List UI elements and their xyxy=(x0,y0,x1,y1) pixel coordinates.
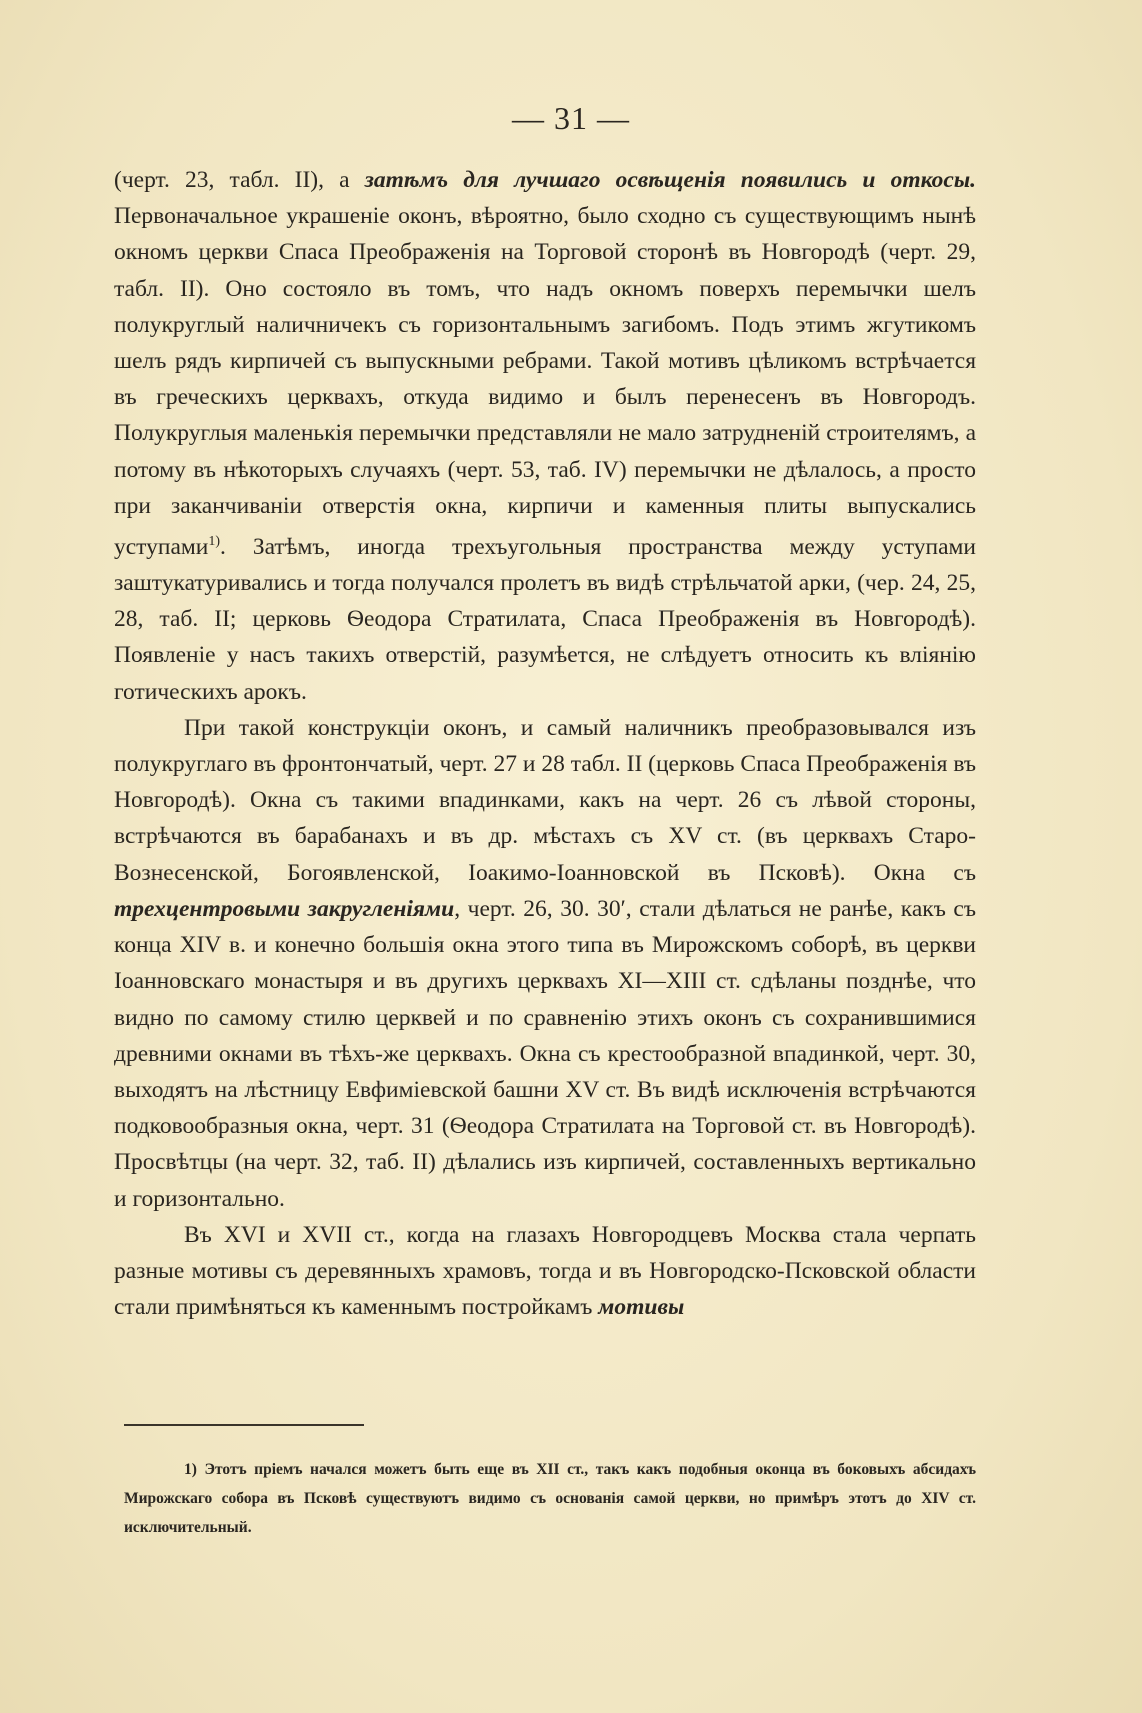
body-text xyxy=(114,162,976,1325)
paragraph-1 xyxy=(114,162,976,710)
text-run: . Затѣмъ, иногда трехъугольныя пространства между уступами заштукатуривались и тогда получался пролетъ въ видѣ стрѣльчатой арки, (чер. 24, 25, 28, таб. II; церковь Ѳеодора Стратилата, Спаса Преображенія въ Новгородѣ). Появленіе у насъ такихъ отверстій, разумѣется, не слѣдуетъ относить къ вліянію готическихъ арокъ. xyxy=(114,533,976,705)
footnote-text: Этотъ пріемъ начался можетъ быть еще въ XII ст., такъ какъ подобныя оконца въ боковыхъ абсидахъ Мирожскаго собора въ Псковѣ существуютъ видимо съ основанія самой церкви, но примѣръ этотъ до XIV ст. исключительный. xyxy=(124,1461,977,1536)
text-run: Въ XVI и XVII ст., когда на глазахъ Новгородцевъ Москва стала черпать разные мотивы съ деревянныхъ храмовъ, тогда и въ Новгородско-Псковской области стали примѣняться къ каменнымъ постройкамъ xyxy=(114,1221,976,1321)
italic-run: трехцентровыми закругленіями xyxy=(114,895,455,922)
paragraph-2 xyxy=(114,710,976,1217)
text-run: Первоначальное украшеніе оконъ, вѣроятно, было сходно съ существующимъ нынѣ окномъ церкви Спаса Преображенія на Торговой сторонѣ въ Новгородѣ (черт. 29, табл. II). Оно состояло въ томъ, что надъ окномъ поверхъ перемычки шелъ полукруглый наличничекъ съ горизонтальнымъ загибомъ. Подъ этимъ жгутикомъ шелъ рядъ кирпичей съ выпускными ребрами. Такой мотивъ цѣликомъ встрѣчается въ греческихъ церквахъ, откуда видимо и былъ перенесенъ въ Новгородъ. Полукруглыя маленькія перемычки представляли не мало затрудненій строителямъ, а потому въ нѣкоторыхъ случаяхъ (черт. 53, таб. IV) перемычки не дѣлалось, а просто при заканчиваніи отверстія окна, кирпичи и каменныя плиты выпускались уступами xyxy=(114,203,976,560)
footnote-separator xyxy=(124,1424,364,1426)
page-number: — 31 — xyxy=(512,100,630,136)
italic-run: мотивы xyxy=(598,1294,685,1321)
footnote-reference[interactable]: 1) xyxy=(208,534,221,550)
footnote-marker: 1) xyxy=(184,1461,197,1478)
footnote xyxy=(124,1455,976,1542)
text-run: (черт. 23, табл. II), а xyxy=(114,167,365,193)
text-run: , черт. 26, 30. 30′, стали дѣлаться не ранѣе, какъ съ конца XIV в. и конечно большія окна этого типа въ Мирожскомъ соборѣ, въ церкви Іоанновскаго монастыря и въ другихъ церквахъ XI—XIII ст. сдѣланы позднѣе, что видно по самому стилю церквей и по сравненію этихъ оконъ съ сохранившимися древними окнами въ тѣхъ-же церквахъ. Окна съ крестообразной впадинкой, черт. 30, выходятъ на лѣстницу Евфиміевской башни XV ст. Въ видѣ исключенія встрѣчаются подковообразныя окна, черт. 31 (Ѳеодора Стратилата на Торговой ст. въ Новгородѣ). Просвѣтцы (на черт. 32, таб. II) дѣлались изъ кирпичей, составленныхъ вертикально и горизонтально. xyxy=(114,895,976,1212)
paragraph-3 xyxy=(114,1217,976,1326)
text-run: При такой конструкціи оконъ, и самый наличникъ преобразовывался изъ полукруглаго въ фронтончатый, черт. 27 и 28 табл. II (церковь Спаса Преображенія въ Новгородѣ). Окна съ такими впадинками, какъ на черт. 26 съ лѣвой стороны, встрѣчаются въ барабанахъ и въ др. мѣстахъ съ XV ст. (въ церквахъ Старо-Вознесенской, Богоявленской, Іоакимо-Іоанновской въ Псковѣ). Окна съ xyxy=(114,714,976,886)
italic-run: затѣмъ для лучшаго освѣщенія появились и откосы. xyxy=(364,167,976,193)
